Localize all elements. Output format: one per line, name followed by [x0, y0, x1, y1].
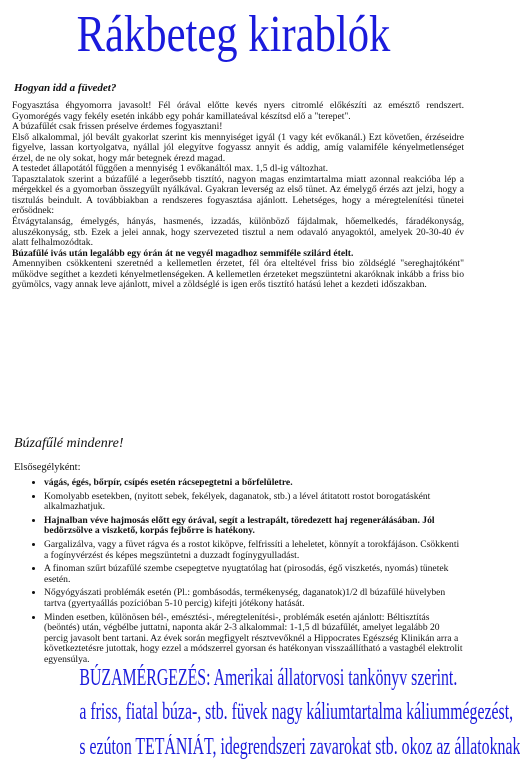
- section-heading-for-everything: Búzafűlé mindenre!: [14, 436, 124, 451]
- list-item: • Nőgyógyászati problémák esetén (Pl.: gombásodás, termékenység, daganatok)1/2 dl búzafűlé hüvelyben tartva (gyertyaállás pozícióban 5-10 percig) kifejti jótékony hatását.: [44, 588, 464, 609]
- first-aid-subheading: Elsősegélyként:: [14, 462, 81, 473]
- warning-line-3: s ezúton TETÁNIÁT, idegrendszeri zavarokat stb. okoz az állatoknak: [79, 734, 520, 760]
- instructions-body: [12, 101, 464, 291]
- warning-line-2: a friss, fiatal búza-, stb. füvek nagy káliumtartalma káliummégezést,: [79, 699, 514, 725]
- list-item: • Gargalizálva, vagy a füvet rágva és a rostot kiköpve, felfrissíti a leheletet, könnyít a torokfájáson. Csökkenti a fogínyvérzést és képes megszüntetni a duzzadt fogínygyulladást.: [44, 540, 464, 561]
- paragraph: Fogyasztása éhgyomorra javasolt! Fél órával előtte kevés nyers citromlé előkészíti az emésztő rendszert. Gyomorégés vagy fekély esetén inkább egy pohár kamillateával készítsd elő a "terepet".: [12, 100, 464, 122]
- page-title: Rákbeteg kirablók: [76, 6, 391, 63]
- first-aid-list: [30, 478, 464, 669]
- paragraph: A búzafűlét csak frissen préselve érdemes fogyasztani!: [12, 121, 223, 133]
- list-item: • Minden esetben, különösen bél-, emésztési-, méregtelenítési-, problémák esetén ajánlott: Béltisztítás (beöntés) után, végbélbe juttatni, naponta akár 2-3 alkalommal: 1-1,5 dl búzafűlét, amelyet legalább 20 percig javasolt bent tartani. Az évek során megfigyelt résztvevőknél a Hippocrates Egészség Klinikán arra a következtetésre jutottak, hogy ezzel a módszerrel gyorsan és hatékonyan visszaállítható a vastagbél elektrolit egyensúlya.: [44, 613, 464, 666]
- section-heading-how-to-drink: Hogyan idd a füvedet?: [14, 82, 117, 94]
- list-item: • Komolyabb esetekben, (nyitott sebek, fekélyek, daganatok, stb.) a lével átitatott rostot borogatásként alkalmazhatjuk.: [44, 492, 464, 513]
- paragraph: Tapasztalatok szerint a búzafűlé a legerősebb tisztító, nagyon magas enzimtartalma miatt azonnal reakcióba lép a mérgekkel és a gyomorban összegyűlt nyálkával. Gyakran leverség az első tünet. Az émelygő érzés azt jelzi, hogy a tisztulás beindult. A továbbiakban a rendszeres fogyasztása ajánlott. Lehetséges, hogy a méregtelenítési tünetei erősödnek:: [12, 173, 464, 217]
- paragraph-bold-warning: Búzafűlé ivás után legalább egy órán át ne vegyél magadhoz semmiféle szilárd ételt.: [12, 247, 354, 259]
- paragraph-symptoms: Étvágytalanság, émelygés, hányás, hasmenés, izzadás, különböző fájdalmak, hőemelkedés, fáradékonyság, aluszékonyság, stb. Ezek a jelei annak, hogy szervezeted tisztul a nem odavaló anyagoktól, amelyek 20-30-40 év alatt felhalmozódtak.: [12, 216, 464, 249]
- warning-line-1: BÚZAMÉRGEZÉS: Amerikai állatorvosi tankönyv szerint.: [79, 665, 458, 691]
- paragraph: Amennyiben csökkenteni szeretnéd a kellemetlen érzetet, fél óra elteltével friss bio zöldséglé "sereghajtóként" működve segíthet a kezdeti kényelmetlenségeken. A kellemetlen érzeteket megszüntetni akaróknak inkább a friss bio gyümölcs, vagy annak leve ajánlott, mivel a zöldséglé is igen erős tisztító hatású lehet a kezdeti időszakban.: [12, 258, 464, 291]
- list-item: • A finoman szűrt búzafűlé szembe csepegtetve nyugtatólag hat (pirosodás, égő viszketés, nyomás) tünetek esetén.: [44, 564, 464, 585]
- list-item: • vágás, égés, bőrpír, csípés esetén rácsepegtetni a bőrfelületre.: [44, 478, 464, 489]
- paragraph: Első alkalommal, jól bevált gyakorlat szerint kis mennyiséget igyál (1 vagy két evőkanál.) Ezt követően, érzéseidre figyelve, lassan kortyolgatva, nyállal jól elegyítve fogyassz annyit és addig, amíg valamiféle kényelmetlenséget érzel, de ne oly sokat, hogy már betegnek érezd magad.: [12, 131, 464, 164]
- list-item: • Hajnalban véve hajmosás előtt egy órával, segít a lestrapált, töredezett haj regenerálásában. Jól bedörzsölve a viszkető, korpás fejbőrre is hatékony.: [44, 516, 464, 537]
- paragraph: A testedet állapotától függően a mennyiség 1 evőkanáltól max. 1,5 dl-ig változhat.: [12, 163, 328, 175]
